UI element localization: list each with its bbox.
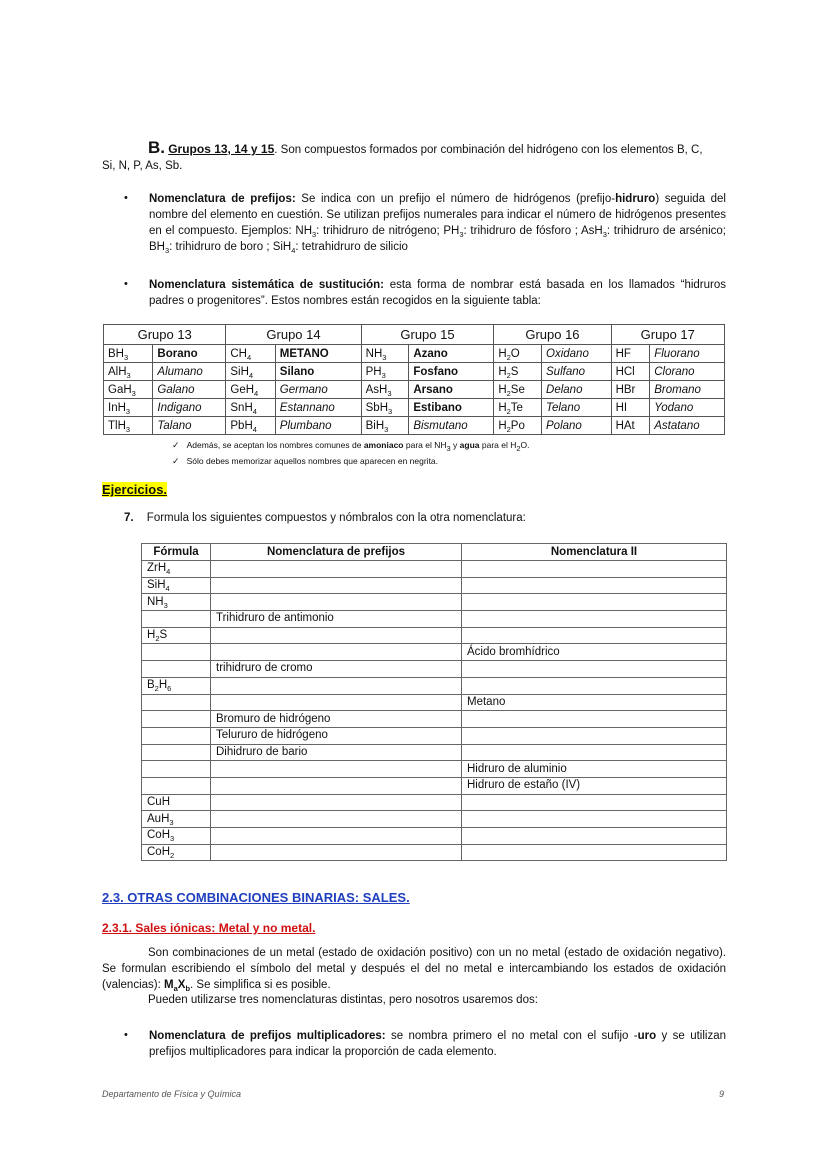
check-icon: ✓: [172, 456, 180, 466]
formula-cell: $NH_3$: [142, 594, 211, 611]
bullet-prefijos: Nomenclatura de prefijos: Se indica con un prefijo el número de hidrógenos (prefijo-hidruro) seguida del nombre del elemento en cuestión. Se utilizan prefijos numerales para indicar el número de hidrógenos presentes en el compuesto. Ejemplos: $NH_3$: trihidruro de nitrógeno; $PH_3$: trihidruro de fósforo ; AsH$_3$: trihidruro de arsénico; $BH_3$: trihidruro de boro ; SiH$_4$: tetrahidruro de silicio: [149, 193, 726, 255]
formula-cell: CuH: [142, 794, 211, 811]
bullet-dot: •: [124, 1029, 128, 1041]
table-row: [104, 345, 725, 363]
nomenclatura-ii-cell: [462, 577, 727, 594]
hydride-name: Bromano: [650, 381, 725, 399]
formula-cell: [142, 711, 211, 728]
prefijos-cell: [211, 627, 462, 644]
hydride-name: Delano: [542, 381, 612, 399]
bullet-multiplicadores: Nomenclatura de prefijos multiplicadores: se nombra primero el no metal con el sufijo -uro y se utilizan prefijos multiplicadores para indicar la proporción de cada elemento.: [149, 1030, 726, 1058]
table-row: [142, 777, 727, 794]
table-row: [104, 381, 725, 399]
section-b-title: Grupos 13, 14 y 15: [168, 142, 275, 156]
table-row: [104, 417, 725, 435]
formula-cell: [142, 694, 211, 711]
sales-paragraph-2: Pueden utilizarse tres nomenclaturas distintas, pero nosotros usaremos dos:: [148, 994, 538, 1006]
column-header: Nomenclatura II: [462, 544, 727, 561]
hydride-name: Indigano: [153, 399, 226, 417]
bullet-sustitucion-text: esta forma de nombrar está basada en los llamados “hidruros padres o progenitores”. Estos nombres están recogidos en la siguiente tabla:: [149, 279, 726, 307]
table-row: [142, 844, 727, 861]
nomenclatura-ii-cell: [462, 661, 727, 678]
hydride-table: [103, 324, 725, 435]
prefijos-cell: Telururo de hidrógeno: [211, 727, 462, 744]
table-row: [142, 561, 727, 578]
ejercicios-heading-text: Ejercicios.: [102, 482, 168, 497]
nomenclatura-ii-cell: [462, 811, 727, 828]
section-2-3-1-title: 2.3.1. Sales iónicas: Metal y no metal.: [102, 921, 316, 935]
section-b-text: . Son compuestos formados por combinación del hidrógeno con los elementos B, C,: [274, 144, 703, 156]
hydride-formula: $H_2O$: [494, 345, 542, 363]
hydride-formula: $BH_3$: [104, 345, 153, 363]
formula-cell: [142, 777, 211, 794]
hydride-formula: HCl: [611, 363, 650, 381]
hydride-formula: AsH$_3$: [361, 381, 409, 399]
section-b-intro: [102, 140, 726, 174]
table-row: [142, 644, 727, 661]
group-header: Grupo 14: [226, 325, 361, 345]
hydride-name: Bismutano: [409, 417, 494, 435]
column-header: Fórmula: [142, 544, 211, 561]
section-2-3-heading: [102, 890, 410, 905]
hydride-formula: AlH$_3$: [104, 363, 153, 381]
footer-department: Departamento de Física y Química: [102, 1089, 242, 1099]
group-header: Grupo 16: [494, 325, 611, 345]
prefijos-cell: [211, 828, 462, 845]
bullet-multiplicadores-title: Nomenclatura de prefijos multiplicadores:: [149, 1030, 386, 1042]
prefijos-cell: Trihidruro de antimonio: [211, 611, 462, 628]
prefijos-cell: [211, 644, 462, 661]
exercise-7-instruction: [124, 512, 526, 524]
nomenclatura-ii-cell: Hidruro de aluminio: [462, 761, 727, 778]
hydride-formula: InH$_3$: [104, 399, 153, 417]
hydride-name: Azano: [409, 345, 494, 363]
nomenclatura-ii-cell: [462, 727, 727, 744]
table-row: [142, 744, 727, 761]
hydride-name: Plumbano: [275, 417, 361, 435]
hydride-formula: $H_2Te$: [494, 399, 542, 417]
footer-page-number: 9: [719, 1089, 725, 1099]
hydride-name: Galano: [153, 381, 226, 399]
prefijos-cell: [211, 677, 462, 694]
prefijos-cell: [211, 561, 462, 578]
nomenclatura-ii-cell: [462, 794, 727, 811]
group-header: Grupo 17: [611, 325, 724, 345]
hydride-name: METANO: [275, 345, 361, 363]
section-b-letter: B.: [148, 138, 165, 157]
table-row: [142, 661, 727, 678]
formula-cell: $B_2H_6$: [142, 677, 211, 694]
nomenclatura-ii-cell: Hidruro de estaño (IV): [462, 777, 727, 794]
hydride-formula: $CH_4$: [226, 345, 275, 363]
hydride-name: Fosfano: [409, 363, 494, 381]
table-note-2: [172, 456, 438, 467]
hydride-name: Germano: [275, 381, 361, 399]
bullet-dot: •: [124, 192, 128, 204]
hydride-name: Telano: [542, 399, 612, 417]
table-row: [142, 594, 727, 611]
group-header: Grupo 13: [104, 325, 226, 345]
table-row: [142, 727, 727, 744]
hydride-name: Sulfano: [542, 363, 612, 381]
nomenclatura-ii-cell: [462, 677, 727, 694]
prefijos-cell: [211, 761, 462, 778]
hydride-formula: HBr: [611, 381, 650, 399]
hydride-formula: $PH_3$: [361, 363, 409, 381]
table-row: [142, 761, 727, 778]
sales-paragraph-1: Son combinaciones de un metal (estado de oxidación positivo) con un no metal (estado de oxidación negativo). Se formulan escribiendo el símbolo del metal y después el del no metal e intercambiando los estados de oxidación (valencias): $M_aX_b$. Se simplifica si es posible.: [102, 947, 726, 993]
prefijos-cell: Dihidruro de bario: [211, 744, 462, 761]
exercise-instruction: Formula los siguientes compuestos y nómbralos con la otra nomenclatura:: [146, 512, 526, 524]
hydride-name: Estannano: [275, 399, 361, 417]
formula-cell: CoH$_2$: [142, 844, 211, 861]
nomenclatura-ii-cell: Metano: [462, 694, 727, 711]
hydride-name: Silano: [275, 363, 361, 381]
ejercicios-heading: [102, 482, 167, 497]
section-2-3-1-heading: [102, 921, 315, 935]
hydride-name: Polano: [542, 417, 612, 435]
prefijos-cell: [211, 777, 462, 794]
bullet-sustitucion: [149, 277, 726, 309]
bullet-prefijos-title: Nomenclatura de prefijos:: [149, 193, 296, 205]
section-b-text-2: Si, N, P, As, Sb.: [102, 160, 183, 172]
table-row: [104, 363, 725, 381]
hydride-name: Yodano: [650, 399, 725, 417]
table-row: [142, 611, 727, 628]
formula-cell: [142, 644, 211, 661]
table-row: [142, 794, 727, 811]
formula-cell: [142, 611, 211, 628]
bullet-dot: •: [124, 278, 128, 290]
prefijos-cell: [211, 694, 462, 711]
nomenclatura-ii-cell: [462, 828, 727, 845]
table-row: [142, 694, 727, 711]
hydride-formula: SiH$_4$: [226, 363, 275, 381]
nomenclatura-ii-cell: [462, 611, 727, 628]
exercise-number: 7.: [124, 512, 134, 524]
hydride-formula: HAt: [611, 417, 650, 435]
check-icon: ✓: [172, 440, 180, 450]
prefijos-cell: [211, 594, 462, 611]
hydride-formula: GaH$_3$: [104, 381, 153, 399]
nomenclatura-ii-cell: [462, 711, 727, 728]
hydride-name: Talano: [153, 417, 226, 435]
hydride-formula: $NH_3$: [361, 345, 409, 363]
formula-cell: $H_2S$: [142, 627, 211, 644]
formula-cell: SiH$_4$: [142, 577, 211, 594]
table-row: [142, 828, 727, 845]
hydride-name: Clorano: [650, 363, 725, 381]
prefijos-cell: [211, 844, 462, 861]
formula-cell: [142, 744, 211, 761]
hydride-formula: SbH$_3$: [361, 399, 409, 417]
prefijos-cell: [211, 577, 462, 594]
formula-cell: CoH$_3$: [142, 828, 211, 845]
hydride-formula: HF: [611, 345, 650, 363]
hydride-name: Alumano: [153, 363, 226, 381]
bullet-sustitucion-title: Nomenclatura sistemática de sustitución:: [149, 279, 384, 291]
hydride-formula: $H_2Po$: [494, 417, 542, 435]
nomenclatura-ii-cell: [462, 594, 727, 611]
table-row: [142, 627, 727, 644]
table-row: [104, 399, 725, 417]
table-row: [142, 677, 727, 694]
hydride-formula: PbH$_4$: [226, 417, 275, 435]
hydride-formula: GeH$_4$: [226, 381, 275, 399]
prefijos-cell: [211, 811, 462, 828]
prefijos-cell: trihidruro de cromo: [211, 661, 462, 678]
hydride-name: Estibano: [409, 399, 494, 417]
hydride-formula: BiH$_3$: [361, 417, 409, 435]
hydride-formula: $H_2Se$: [494, 381, 542, 399]
hydride-name: Arsano: [409, 381, 494, 399]
table-note-1: ✓ Además, se aceptan los nombres comunes de amoniaco para el $NH_3$ y agua para el $H_2O$.: [172, 440, 530, 453]
hydride-formula: SnH$_4$: [226, 399, 275, 417]
formula-cell: AuH$_3$: [142, 811, 211, 828]
column-header: Nomenclatura de prefijos: [211, 544, 462, 561]
hydride-name: Fluorano: [650, 345, 725, 363]
note-2-text: Sólo debes memorizar aquellos nombres que aparecen en negrita.: [186, 456, 439, 466]
nomenclatura-ii-cell: [462, 561, 727, 578]
nomenclatura-ii-cell: [462, 844, 727, 861]
prefijos-cell: [211, 794, 462, 811]
nomenclatura-ii-cell: Ácido bromhídrico: [462, 644, 727, 661]
formula-cell: ZrH$_4$: [142, 561, 211, 578]
formula-cell: [142, 661, 211, 678]
hydride-formula: TlH$_3$: [104, 417, 153, 435]
hydride-name: Oxidano: [542, 345, 612, 363]
group-header: Grupo 15: [361, 325, 494, 345]
table-row: [142, 811, 727, 828]
prefijos-cell: Bromuro de hidrógeno: [211, 711, 462, 728]
nomenclatura-ii-cell: [462, 627, 727, 644]
hydride-name: Borano: [153, 345, 226, 363]
hydride-name: Astatano: [650, 417, 725, 435]
hydride-formula: $H_2S$: [494, 363, 542, 381]
formula-cell: [142, 727, 211, 744]
section-2-3-title: 2.3. OTRAS COMBINACIONES BINARIAS: SALES.: [102, 890, 410, 905]
table-row: [142, 577, 727, 594]
table-row: [142, 711, 727, 728]
nomenclatura-ii-cell: [462, 744, 727, 761]
formula-cell: [142, 761, 211, 778]
hydride-formula: HI: [611, 399, 650, 417]
exercise-table: [141, 543, 727, 861]
